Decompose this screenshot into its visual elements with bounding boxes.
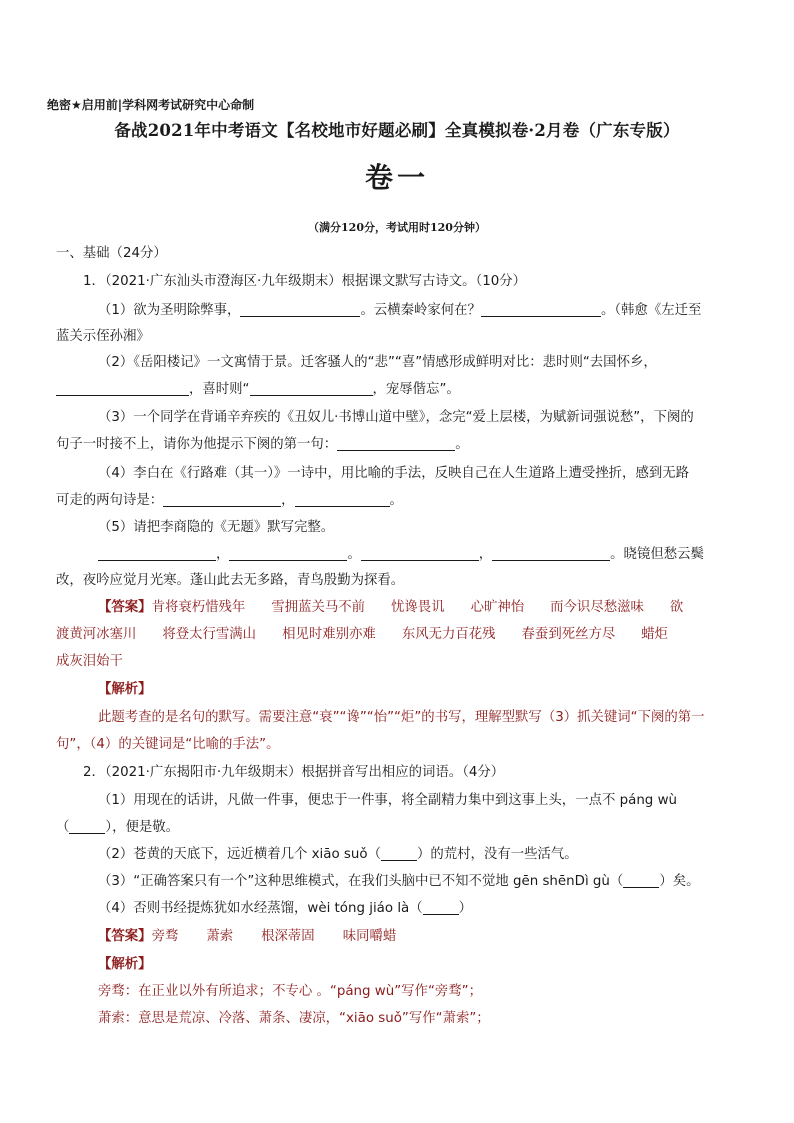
answer-blank[interactable] xyxy=(98,545,216,561)
q1-s2-line2: ，喜时则“ ，宠辱偕忘”。 xyxy=(56,380,460,400)
q1-analysis-label: 【解析】 xyxy=(98,682,152,697)
q1-analysis-line1: 此题考查的是名句的默写。需要注意“衰”“谗”“怡”“炬”的书写，理解型默写（3）抓关键词“下阕的第一 xyxy=(98,710,705,725)
q1-s3-line1: （3）一个同学在背诵辛弃疾的《丑奴儿·书博山道中壁》，念完“爱上层楼，为赋新词强说愁”，下阕的 xyxy=(98,410,694,425)
q1-s1-line1: （1）欲为圣明除弊事， 。云横秦岭家何在？ 。（韩愈《左迁至 xyxy=(98,303,702,318)
answer-blank[interactable] xyxy=(361,545,479,561)
q1-answer-line3: 成灰泪始干 xyxy=(56,654,123,669)
q2-analysis-line2: 萧索：意思是荒凉、冷落、萧条、凄凉，“xiāo suǒ”写作“萧索”； xyxy=(98,1011,490,1026)
q2-analysis-line1: 旁骛：在正业以外有所追求；不专心 。“páng wù”写作“旁骛”； xyxy=(98,984,482,999)
exam-title: 备战2021年中考语文【名校地市好题必刷】全真模拟卷·2月卷（广东专版） xyxy=(114,121,680,140)
q1-s5-line1: （5）请把李商隐的《无题》默写完整。 xyxy=(98,520,335,535)
answer-blank[interactable] xyxy=(423,899,459,915)
answer-blank[interactable] xyxy=(229,545,347,561)
answer-blank[interactable] xyxy=(623,872,659,888)
q1-s2-line1: （2）《岳阳楼记》一文寓情于景。迁客骚人的“悲”“喜”情感形成鲜明对比：悲时则“去国怀乡， xyxy=(98,355,657,370)
q2-analysis-label: 【解析】 xyxy=(98,957,152,972)
q1-s4-line2: 可走的两句诗是： ， 。 xyxy=(56,493,403,508)
answer-blank[interactable] xyxy=(381,845,417,861)
answer-blank[interactable] xyxy=(69,818,105,834)
answer-blank[interactable] xyxy=(295,491,390,507)
section-heading: 一、基础（24分） xyxy=(56,246,167,261)
q2-stem: 2．（2021·广东揭阳市·九年级期末）根据拼音写出相应的词语。（4分） xyxy=(83,765,505,780)
answer-blank[interactable] xyxy=(163,491,281,507)
confidential-label: 绝密★启用前|学科网考试研究中心命制 xyxy=(47,98,255,112)
answer-blank[interactable] xyxy=(337,435,455,451)
q1-s5-line3: 改，夜吟应觉月光寒。蓬山此去无多路，青鸟殷勤为探看。 xyxy=(56,573,405,588)
q2-s1-line2: （ ），便是敬。 xyxy=(56,820,180,835)
q1-answer-line1: 【答案】肯将衰朽惜残年 雪拥蓝关马不前 忧谗畏讥 心旷神怡 而今识尽愁滋味 欲 xyxy=(98,600,684,615)
q1-analysis-line2: 句”，（4）的关键词是“比喻的手法”。 xyxy=(56,737,280,752)
q1-stem: 1．（2021·广东汕头市澄海区·九年级期末）根据课文默写古诗文。（10分） xyxy=(83,274,527,289)
answer-blank[interactable] xyxy=(240,301,360,317)
q1-s5-line2: ， 。 ， 。晓镜但愁云鬓 xyxy=(98,545,704,565)
q1-s1-line2: 蓝关示侄孙湘》 xyxy=(56,329,150,344)
q1-s4-line1: （4）李白在《行路难（其一）》一诗中，用比喻的手法，反映自己在人生道路上遭受挫折，感到无路 xyxy=(98,466,690,481)
q1-answer-line2: 渡黄河冰塞川 将登太行雪满山 相见时难别亦难 东风无力百花残 春蚕到死丝方尽 蜡炬 xyxy=(56,627,669,642)
answer-blank[interactable] xyxy=(492,545,610,561)
q2-answer-line: 【答案】旁骛 萧索 根深蒂固 味同嚼蜡 xyxy=(98,929,397,944)
q2-s2-line: （2）苍黄的天底下，远近横着几个 xiāo suǒ（ ）的荒村，没有一些活气。 xyxy=(98,847,578,862)
q2-s1-line1: （1）用现在的话讲，凡做一件事，便忠于一件事，将全副精力集中到这事上头，一点不 páng wù xyxy=(98,793,678,808)
score-note: （满分120分，考试用时120分钟） xyxy=(308,221,486,234)
answer-blank[interactable] xyxy=(250,380,373,396)
q2-s4-line: （4）否则书经提炼犹如水经蒸馏，wèi tóng jiáo là（ ） xyxy=(98,901,473,916)
volume-title: 卷一 xyxy=(364,161,429,194)
answer-blank[interactable] xyxy=(481,301,601,317)
answer-blank[interactable] xyxy=(56,380,189,396)
q1-s3-line2: 句子一时接不上，请你为他提示下阕的第一句： 。 xyxy=(56,437,469,452)
q2-s3-line: （3）“正确答案只有一个”这种思维模式，在我们头脑中已不知不觉地 gēn shēnDì gù（ ）矣。 xyxy=(98,874,700,889)
